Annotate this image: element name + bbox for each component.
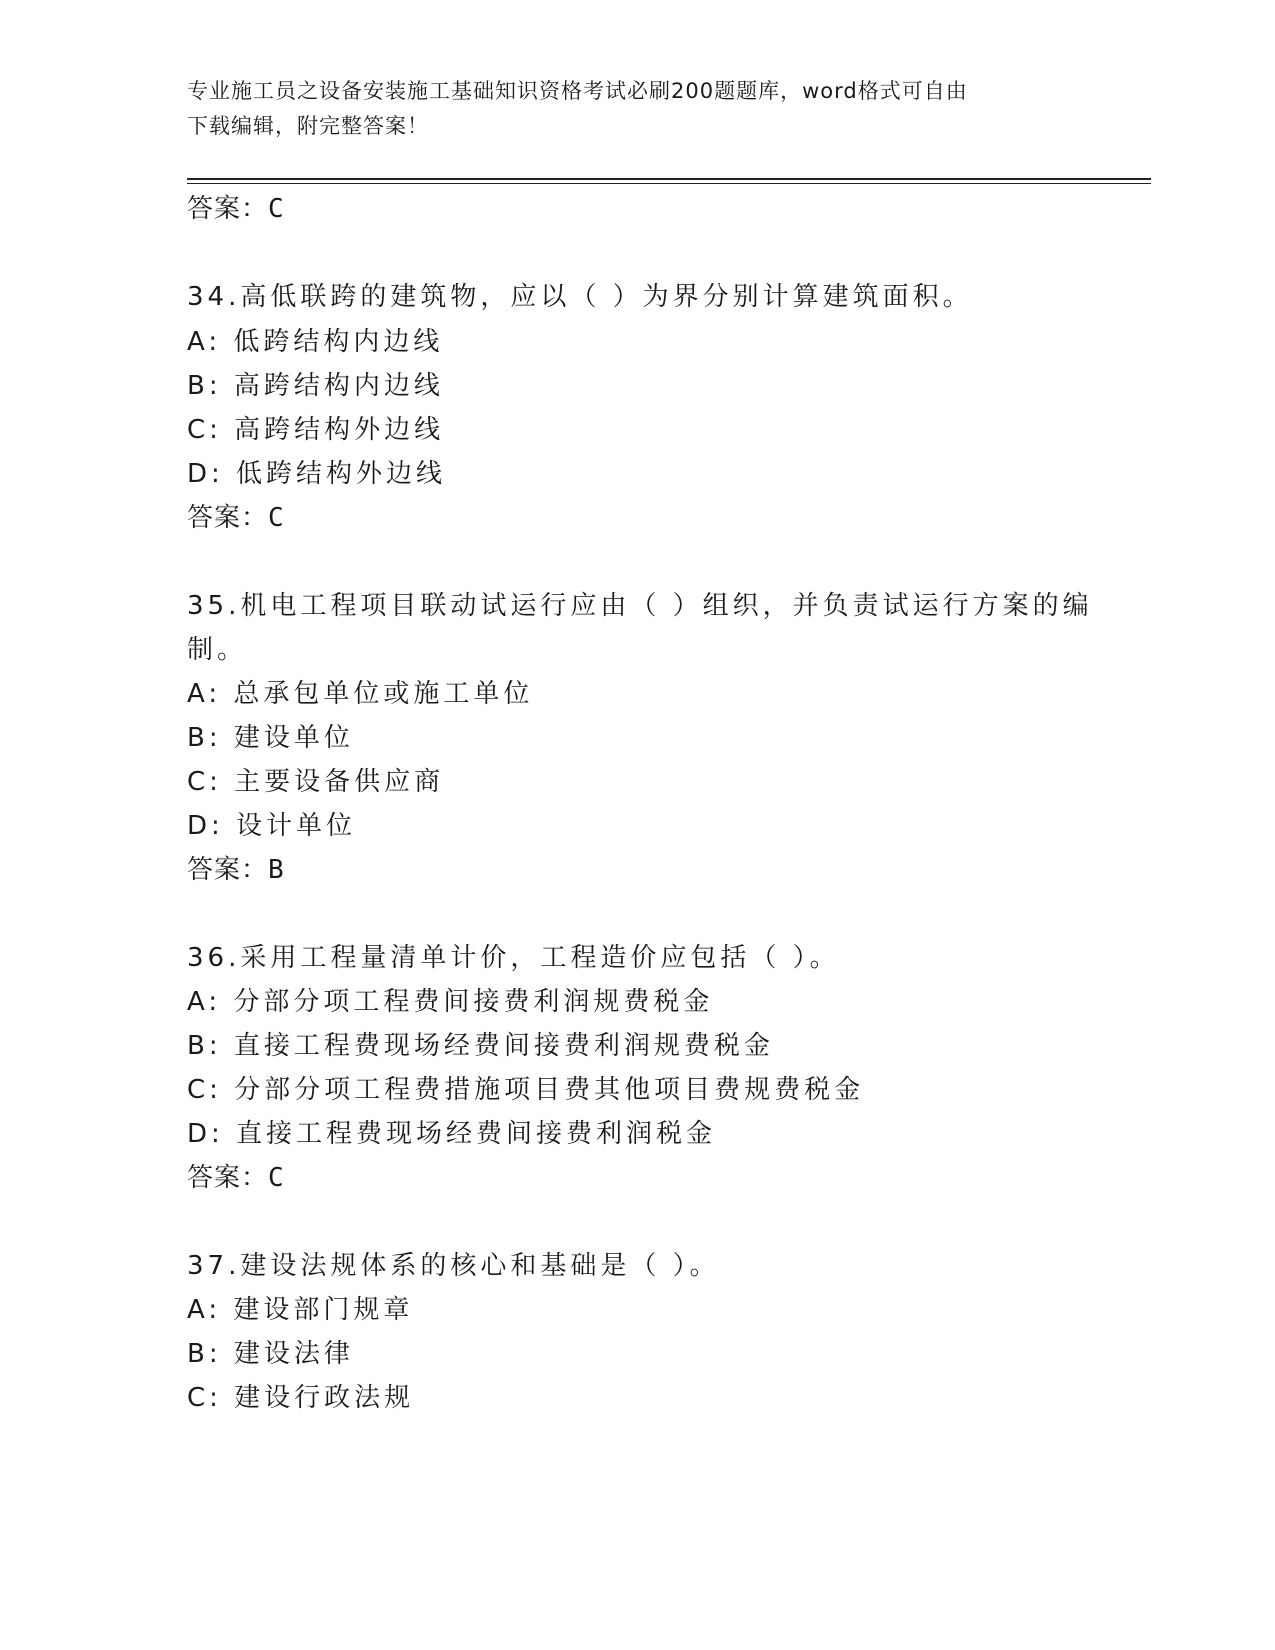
question-37-stem: 37.建设法规体系的核心和基础是（ ）。 <box>187 1251 720 1281</box>
header-line-1: 专业施工员之设备安装施工基础知识资格考试必刷200题题库，word格式可自由 <box>187 79 968 103</box>
header-rule-thin <box>187 183 1151 184</box>
question-36-option-c: C: 分部分项工程费措施项目费其他项目费规费税金 <box>187 1075 865 1105</box>
header-line-2: 下载编辑，附完整答案！ <box>187 114 429 138</box>
question-34-option-c: C: 高跨结构外边线 <box>187 415 445 445</box>
question-35-answer: 答案：B <box>187 855 285 885</box>
question-34-stem: 34.高低联跨的建筑物，应以（ ）为界分别计算建筑面积。 <box>187 282 973 312</box>
question-35-option-b: B: 建设单位 <box>187 723 354 753</box>
question-35-stem-line-2: 制。 <box>187 635 248 665</box>
question-35-option-c: C: 主要设备供应商 <box>187 767 445 797</box>
question-35-option-d: D: 设计单位 <box>187 811 357 841</box>
header-rule-thick <box>187 178 1151 180</box>
question-34-option-b: B: 高跨结构内边线 <box>187 371 444 401</box>
question-36-option-a: A: 分部分项工程费间接费利润规费税金 <box>187 987 714 1017</box>
question-36-option-b: B: 直接工程费现场经费间接费利润规费税金 <box>187 1031 774 1061</box>
previous-answer: 答案：C <box>187 194 285 224</box>
question-37-option-b: B: 建设法律 <box>187 1339 354 1369</box>
question-35-stem-line-1: 35.机电工程项目联动试运行应由（ ）组织，并负责试运行方案的编 <box>187 591 1093 621</box>
document-header <box>187 74 1067 144</box>
question-36-option-d: D: 直接工程费现场经费间接费利润税金 <box>187 1119 717 1149</box>
question-34-option-a: A: 低跨结构内边线 <box>187 327 444 357</box>
question-35-option-a: A: 总承包单位或施工单位 <box>187 679 534 709</box>
question-34-answer: 答案：C <box>187 503 285 533</box>
question-37-option-c: C: 建设行政法规 <box>187 1383 415 1413</box>
question-34-option-d: D: 低跨结构外边线 <box>187 459 447 489</box>
question-36-answer: 答案：C <box>187 1163 285 1193</box>
question-37-option-a: A: 建设部门规章 <box>187 1295 414 1325</box>
question-36-stem: 36.采用工程量清单计价，工程造价应包括（ ）。 <box>187 943 840 973</box>
